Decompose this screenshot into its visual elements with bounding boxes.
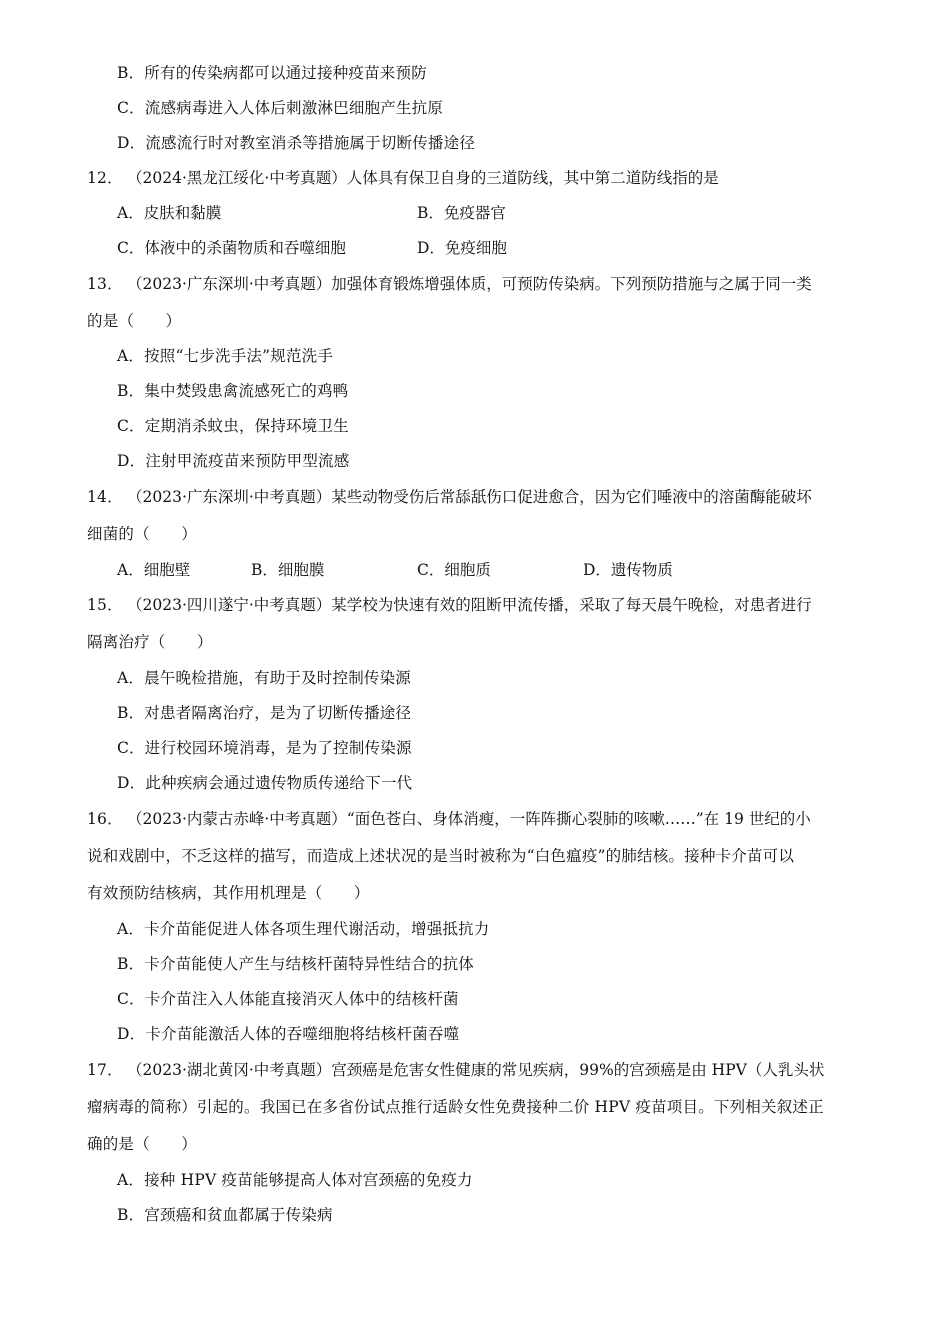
q15-option-c: C．进行校园环境消毒，是为了控制传染源	[117, 739, 412, 757]
q13-number: 13．	[87, 275, 123, 293]
q12-option-a: A．皮肤和黏膜	[117, 204, 222, 222]
q11-option-c: C．流感病毒进入人体后刺激淋巴细胞产生抗原	[117, 99, 444, 117]
q11-option-b: B．所有的传染病都可以通过接种疫苗来预防	[117, 64, 427, 82]
q15-option-b: B．对患者隔离治疗，是为了切断传播途径	[117, 704, 412, 722]
q17-stem-continued-1: 瘤病毒的简称）引起的。我国已在多省份试点推行适龄女性免费接种二价 HPV 疫苗项目。下列相关叙述正	[87, 1098, 824, 1116]
q14-option-a: A．细胞壁	[117, 561, 191, 579]
q11-option-d: D．流感流行时对教室消杀等措施属于切断传播途径	[117, 134, 476, 152]
q16-number: 16．	[87, 810, 123, 828]
q12-option-b: B．免疫器官	[417, 204, 506, 222]
q12-text: （2024·黑龙江绥化·中考真题）人体具有保卫自身的三道防线，其中第二道防线指的是	[127, 169, 719, 187]
q14-stem-continued: 细菌的（ ）	[87, 525, 197, 543]
q14-stem	[87, 487, 812, 507]
q12-option-c: C．体液中的杀菌物质和吞噬细胞	[117, 239, 346, 257]
q14-option-d: D．遗传物质	[583, 561, 673, 579]
q17-option-b: B．宫颈癌和贫血都属于传染病	[117, 1206, 333, 1224]
q13-option-a: A．按照“七步洗手法”规范洗手	[117, 347, 334, 365]
q13-text: （2023·广东深圳·中考真题）加强体育锻炼增强体质，可预防传染病。下列预防措施与之属于同一类	[127, 275, 812, 293]
q13-stem-continued: 的是（ ）	[87, 312, 182, 330]
q16-option-b: B．卡介苗能使人产生与结核杆菌特异性结合的抗体	[117, 955, 474, 973]
q16-stem-continued-1: 说和戏剧中，不乏这样的描写，而造成上述状况的是当时被称为“白色瘟疫”的肺结核。接种卡介苗可以	[87, 847, 795, 865]
q16-stem-continued-2: 有效预防结核病，其作用机理是（ ）	[87, 884, 370, 902]
q13-option-c: C．定期消杀蚊虫，保持环境卫生	[117, 417, 349, 435]
q14-option-c: C．细胞质	[417, 561, 491, 579]
q15-option-a: A．晨午晚检措施，有助于及时控制传染源	[117, 669, 411, 687]
q15-stem-continued: 隔离治疗（ ）	[87, 633, 213, 651]
q17-text: （2023·湖北黄冈·中考真题）宫颈癌是危害女性健康的常见疾病，99%的宫颈癌是由 HPV（人乳头状	[127, 1061, 825, 1079]
q17-stem-continued-2: 确的是（ ）	[87, 1135, 197, 1153]
q16-text: （2023·内蒙古赤峰·中考真题）“面色苍白、身体消瘦，一阵阵撕心裂肺的咳嗽……”在 19 世纪的小	[127, 810, 811, 828]
q15-option-d: D．此种疾病会通过遗传物质传递给下一代	[117, 774, 413, 792]
q16-stem	[87, 809, 811, 829]
q16-option-c: C．卡介苗注入人体能直接消灭人体中的结核杆菌	[117, 990, 459, 1008]
q13-option-b: B．集中焚毁患禽流感死亡的鸡鸭	[117, 382, 349, 400]
q13-option-d: D．注射甲流疫苗来预防甲型流感	[117, 452, 350, 470]
q16-option-a: A．卡介苗能促进人体各项生理代谢活动，增强抵抗力	[117, 920, 490, 938]
q15-text: （2023·四川遂宁·中考真题）某学校为快速有效的阻断甲流传播，采取了每天晨午晚检，对患者进行	[127, 596, 812, 614]
q16-option-d: D．卡介苗能激活人体的吞噬细胞将结核杆菌吞噬	[117, 1025, 460, 1043]
q17-stem	[87, 1060, 824, 1080]
q15-number: 15．	[87, 596, 123, 614]
q14-text: （2023·广东深圳·中考真题）某些动物受伤后常舔舐伤口促进愈合，因为它们唾液中的溶菌酶能破坏	[127, 488, 812, 506]
q14-option-b: B．细胞膜	[251, 561, 325, 579]
q14-number: 14．	[87, 488, 123, 506]
q17-number: 17．	[87, 1061, 123, 1079]
q13-stem	[87, 274, 812, 294]
q12-stem	[87, 168, 719, 188]
q15-stem	[87, 595, 812, 615]
q12-number: 12．	[87, 169, 123, 187]
q12-option-d: D．免疫细胞	[417, 239, 507, 257]
q17-option-a: A．接种 HPV 疫苗能够提高人体对宫颈癌的免疫力	[117, 1171, 473, 1189]
